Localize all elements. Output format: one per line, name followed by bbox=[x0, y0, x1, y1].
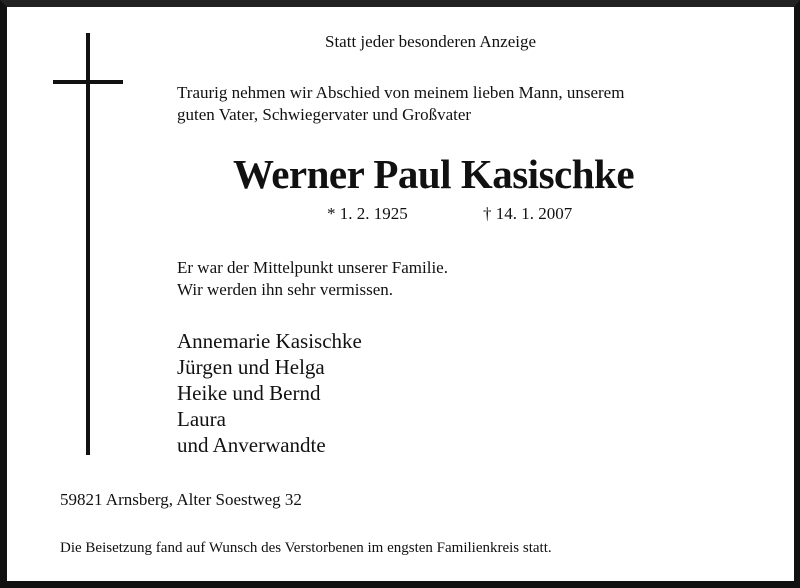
birth-date: * 1. 2. 1925 bbox=[327, 204, 408, 223]
header-line: Statt jeder besonderen Anzeige bbox=[325, 32, 537, 51]
death-date: † 14. 1. 2007 bbox=[483, 204, 573, 223]
address: 59821 Arnsberg, Alter Soestweg 32 bbox=[60, 490, 302, 509]
mourner: und Anverwandte bbox=[177, 433, 326, 457]
mourner: Heike und Bernd bbox=[177, 381, 321, 405]
mourner: Annemarie Kasischke bbox=[177, 329, 362, 353]
intro-line-1: Traurig nehmen wir Abschied von meinem lieben Mann, unserem bbox=[177, 83, 625, 102]
deceased-name: Werner Paul Kasischke bbox=[233, 151, 635, 197]
intro-line-2: guten Vater, Schwiegervater und Großvater bbox=[177, 105, 472, 124]
tribute-line-2: Wir werden ihn sehr vermissen. bbox=[177, 280, 394, 299]
mourner: Laura bbox=[177, 407, 226, 431]
cross-icon bbox=[86, 33, 90, 455]
cross-icon-bar bbox=[53, 80, 123, 84]
footer-note: Die Beisetzung fand auf Wunsch des Verstorbenen im engsten Familienkreis statt. bbox=[60, 540, 552, 556]
tribute-line-1: Er war der Mittelpunkt unserer Familie. bbox=[177, 258, 448, 277]
mourner: Jürgen und Helga bbox=[177, 355, 325, 379]
